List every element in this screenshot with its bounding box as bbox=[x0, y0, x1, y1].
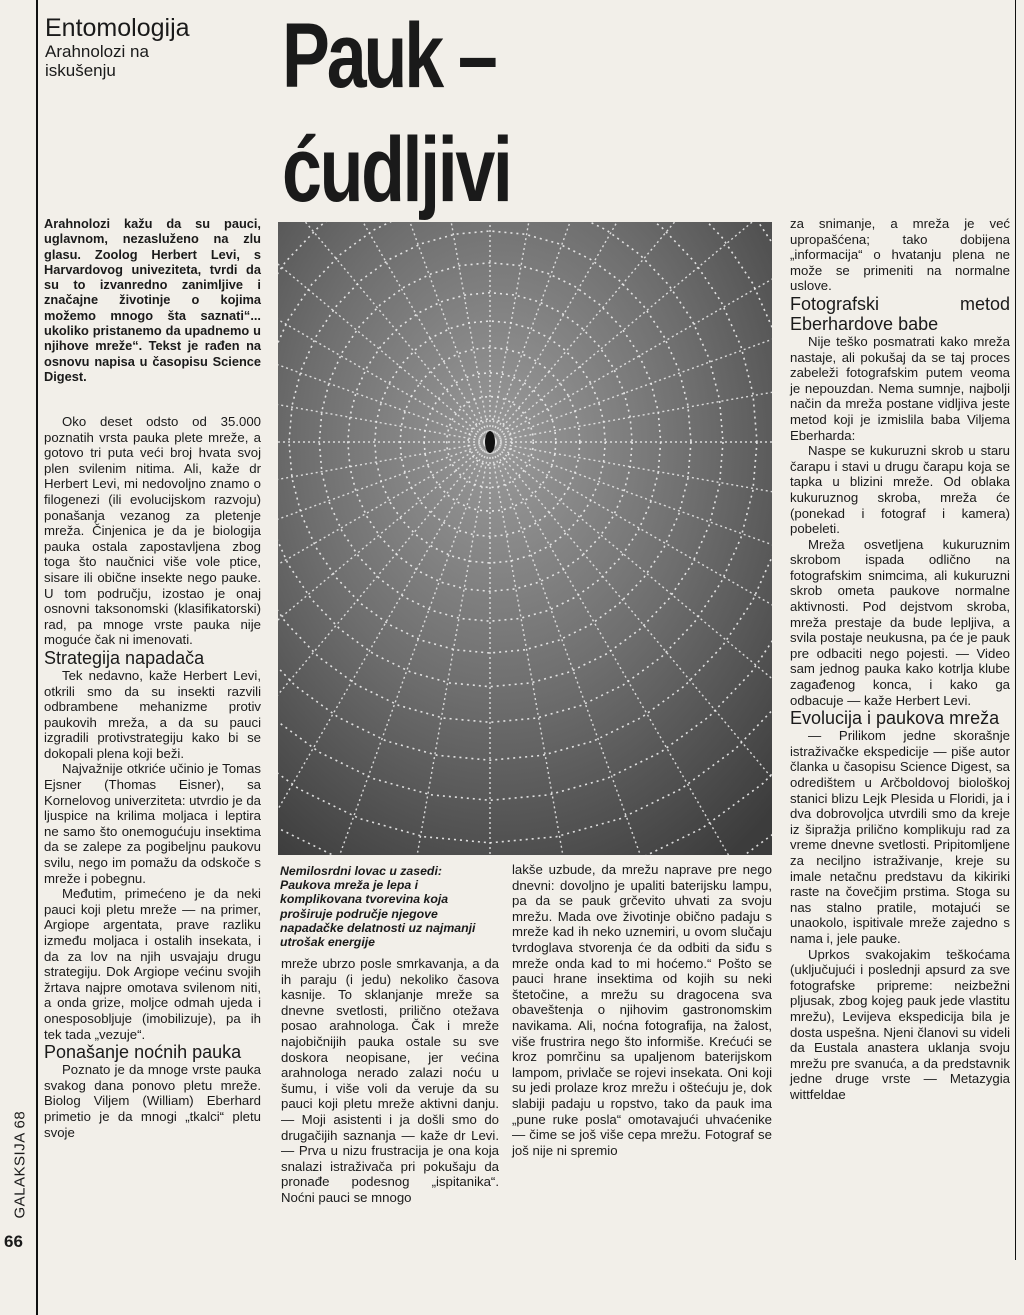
paragraph: lakše uzbude, da mrežu naprave pre nego dnevni: dovoljno je upaliti baterijsku lampu, pa da se pauk grčevito uhvati za svoju mrežu. Mada ove životinje obično padaju s mreže kad ih neko uznemiri, u ovom slučaju tvrdoglava stvorenja će da odbiti da siđu s mreže onda kad to mi hoćemo.“ Pošto se pauci hrane insektima od kojih su neki štetočine, a mrežu su dragocena sva obaveštenja o njihovim gastronomskim navikama. Ali, noćna fotografija, na žalost, više frustrira nego što informiše. Krećući se kroz pomrčinu sa upaljenom baterijskom lampom, privlače se rojevi insekata. Oni koji su jedi prolaze kroz mrežu i oštećuju je, dok slabiji padaju u ropstvo, tako da pauk ima „pune ruke posla“ omotavajući uhvaćenike — čime se još više cepa mrežu. Fotograf se još nije ni spremio bbox=[512, 862, 772, 1158]
paragraph: Oko deset odsto od 35.000 poznatih vrsta pauka plete mreže, a gotovo tri puta veći broj hvata svoj plen svilenim nitima. Ali, kaže dr Herbert Levi, mi nedovoljno znamo o filogenezi (ili evolucijskom razvoju) ponašanja vezanog za pletenje mreža. Činjenica je da je biologija pauka ostala zapostavljena zbog toga što naučnici više vole ptice, sisare ili obične insekte nego pauke. U tom području, izostao je onaj osnovni taksonomski (klasifikatorski) rad, pa mnoge vrste pauka nije moguće čak ni imenovati. bbox=[44, 414, 261, 648]
article-column-4 bbox=[790, 216, 1010, 1102]
article-column-2 bbox=[281, 956, 499, 1206]
paragraph: Međutim, primećeno je da neki pauci koji pletu mreže — na primer, Argiope argentata, prave razliku između moljaca i ostalih insekata, i da za lov na njih usvajaju drugu strategiju. Dok Argiope većinu svojih žrtava najpre omotava svilenom niti, a onda grize, moljce odmah ujeda i onesposobljuje (imobilizuje), pa ih tek tada „vezuje“. bbox=[44, 886, 261, 1042]
paragraph: Poznato je da mnoge vrste pauka svakog dana ponovo pletu mreže. Biolog Viljem (William) Eberhard primetio je da mnogi „tkalci“ pletu svoje bbox=[44, 1062, 261, 1140]
magazine-name: GALAKSIJA 68 bbox=[11, 1110, 29, 1219]
spider-web-photo bbox=[278, 222, 772, 855]
subheading-evolution: Evolucija i paukova mreža bbox=[790, 708, 1000, 729]
article-column-1 bbox=[44, 414, 261, 1140]
paragraph: Nije teško posmatrati kako mreža nastaje, ali pokušaj da se taj proces zabeleži fotografskim putem veoma je nepouzdan. Nema sumnje, najbolji način da mreža postane vidljiva jeste metod koji je izmislila baba Viljema Eberharda: bbox=[790, 333, 1010, 443]
paragraph: — Prilikom jedne skorašnje istraživačke ekspedicije — piše autor članka u časopisu Science Digest, sa odredištem u Arčboldovoj biološkoj stanici blizu Lejk Plesida u Floridi, ja i dva dobrovoljca utvrdili smo da kreje iz šipražja prilično komplikuju rad za vreme dnevne svetlosti. Pripitomljene za neciljno istraživanje, kreje su imale netačnu predstavu da kikiriki raste na čovečjim prstima. Stoga su nas stalno pratile, motajući se unaokolo, ispitivale mreže zajedno s nama i, jele pauke. bbox=[790, 728, 1010, 946]
paragraph: Najvažnije otkriće učinio je Tomas Ejsner (Thomas Eisner), sa Kornelovog univerziteta: utvrdio je da ljuspice na krilima moljaca i leptira ne samo što onemogućuju insektima da se zalepe za pogibeljnu paukovu svilu, nego im pomažu da odskoče s mreže i pobegnu. bbox=[44, 761, 261, 886]
headline-line-2: ćudljivi bbox=[282, 119, 511, 221]
section-subtitle: Arahnolozi na iskušenju bbox=[45, 42, 149, 80]
article-column-3 bbox=[512, 862, 772, 1158]
paragraph: Tek nedavno, kaže Herbert Levi, otkrili smo da su insekti razvili odbrambene mehanizme protiv paukovih mreža, a da su pauci izgradili protivstrategiju kako bi se dokopali plena koji beži. bbox=[44, 667, 261, 761]
page-number: 66 bbox=[4, 1232, 23, 1251]
lead-paragraph bbox=[44, 216, 261, 384]
subheading-night: Ponašanje noćnih pauka bbox=[44, 1042, 242, 1063]
paragraph: za snimanje, a mreža je već upropašćena; tako dobijena „informacija“ o hvatanju plena ne može se primeniti na normalne uslove. bbox=[790, 216, 1010, 294]
subheading-photo-method: Fotografski metod Eberhardove babe bbox=[790, 293, 1010, 334]
spider-web-illustration bbox=[278, 222, 772, 855]
paragraph: Naspe se kukuruzni skrob u staru čarapu i stavi u drugu čarapu koja se tapka u blizini mreže. Od oblaka kukuruznog skroba, mreža će (ponekad i fotograf i kamera) pobeleti. bbox=[790, 443, 1010, 537]
paragraph: Uprkos svakojakim teškoćama (uključujući i poslednji apsurd za sve fotografske pripreme: neizbežni pljusak, zbog kojeg pauk jede vlastitu mrežu), Levijeva ekspedicija bila je dosta uspešna. Njeni članovi su videli da Eustala anastera uklanja svoju mrežu pre svanuća, a da predstavnik jedne druge vrste — Metazygia wittfeldae bbox=[790, 946, 1010, 1102]
paragraph: mreže ubrzo posle smrkavanja, a da ih paraju (i jedu) nekoliko časova kasnije. To sklanjanje mreže sa dnevne svetlosti, prilično otežava posao arahnologa. Čak i mreže najobičnijih pauka ostale su sve doskora neopisane, jer većina arahnologa nerado zalazi noću u šumu, i više voli da veruje da su pauci koji pletu mreže aktivni danju. — Moji asistenti i ja došli smo do drugačijih saznanja — kaže dr Levi. — Prva u nizu frustracija je ona koja snalazi istraživača pri pokušaju da pronađe podesnog „ispitanika“. Noćni pauci se mnogo bbox=[281, 956, 499, 1205]
photo-caption: Nemilosrdni lovac u zasedi: Paukova mreža je lepa i komplikovana tvorevina koja proširuje područje njegove napadačke delatnosti uz najmanji utrošak energije bbox=[280, 864, 476, 950]
lead-text: Arahnolozi kažu da su pauci, uglavnom, nezasluženo na zlu glasu. Zoolog Herbert Levi, s Harvardovog univeziteta, tvrdi da su to izvanredno zanimljive i značajne životinje o kojima možemo mnogo šta saznati“... ukoliko pristanemo da upadnemo u njihove mreže“. Tekst je rađen na osnovu napisa u časopisu Science Digest. bbox=[44, 216, 261, 384]
paragraph: Mreža osvetljena kukuruznim skrobom ispada odlično na fotografskim snimcima, ali kukuruzni skrob ometa paukove normalne aktivnosti. Pod dejstvom skroba, mreža prestaje da bude lepljiva, a svila postaje neukusna, pa će je pauk pre odbaciti nego pojesti. — Video sam jednog pauka kako kotrlja klube zagađenog konca, i kako ga odbacuje — kaže Herbert Levi. bbox=[790, 536, 1010, 708]
subheading-strategy: Strategija napadača bbox=[44, 647, 205, 668]
spider-body bbox=[485, 431, 495, 453]
left-margin-rule bbox=[36, 0, 38, 1315]
section-kicker: Entomologija bbox=[45, 14, 190, 42]
right-margin-rule bbox=[1015, 0, 1016, 1260]
headline-line-1: Pauk – bbox=[282, 5, 495, 107]
